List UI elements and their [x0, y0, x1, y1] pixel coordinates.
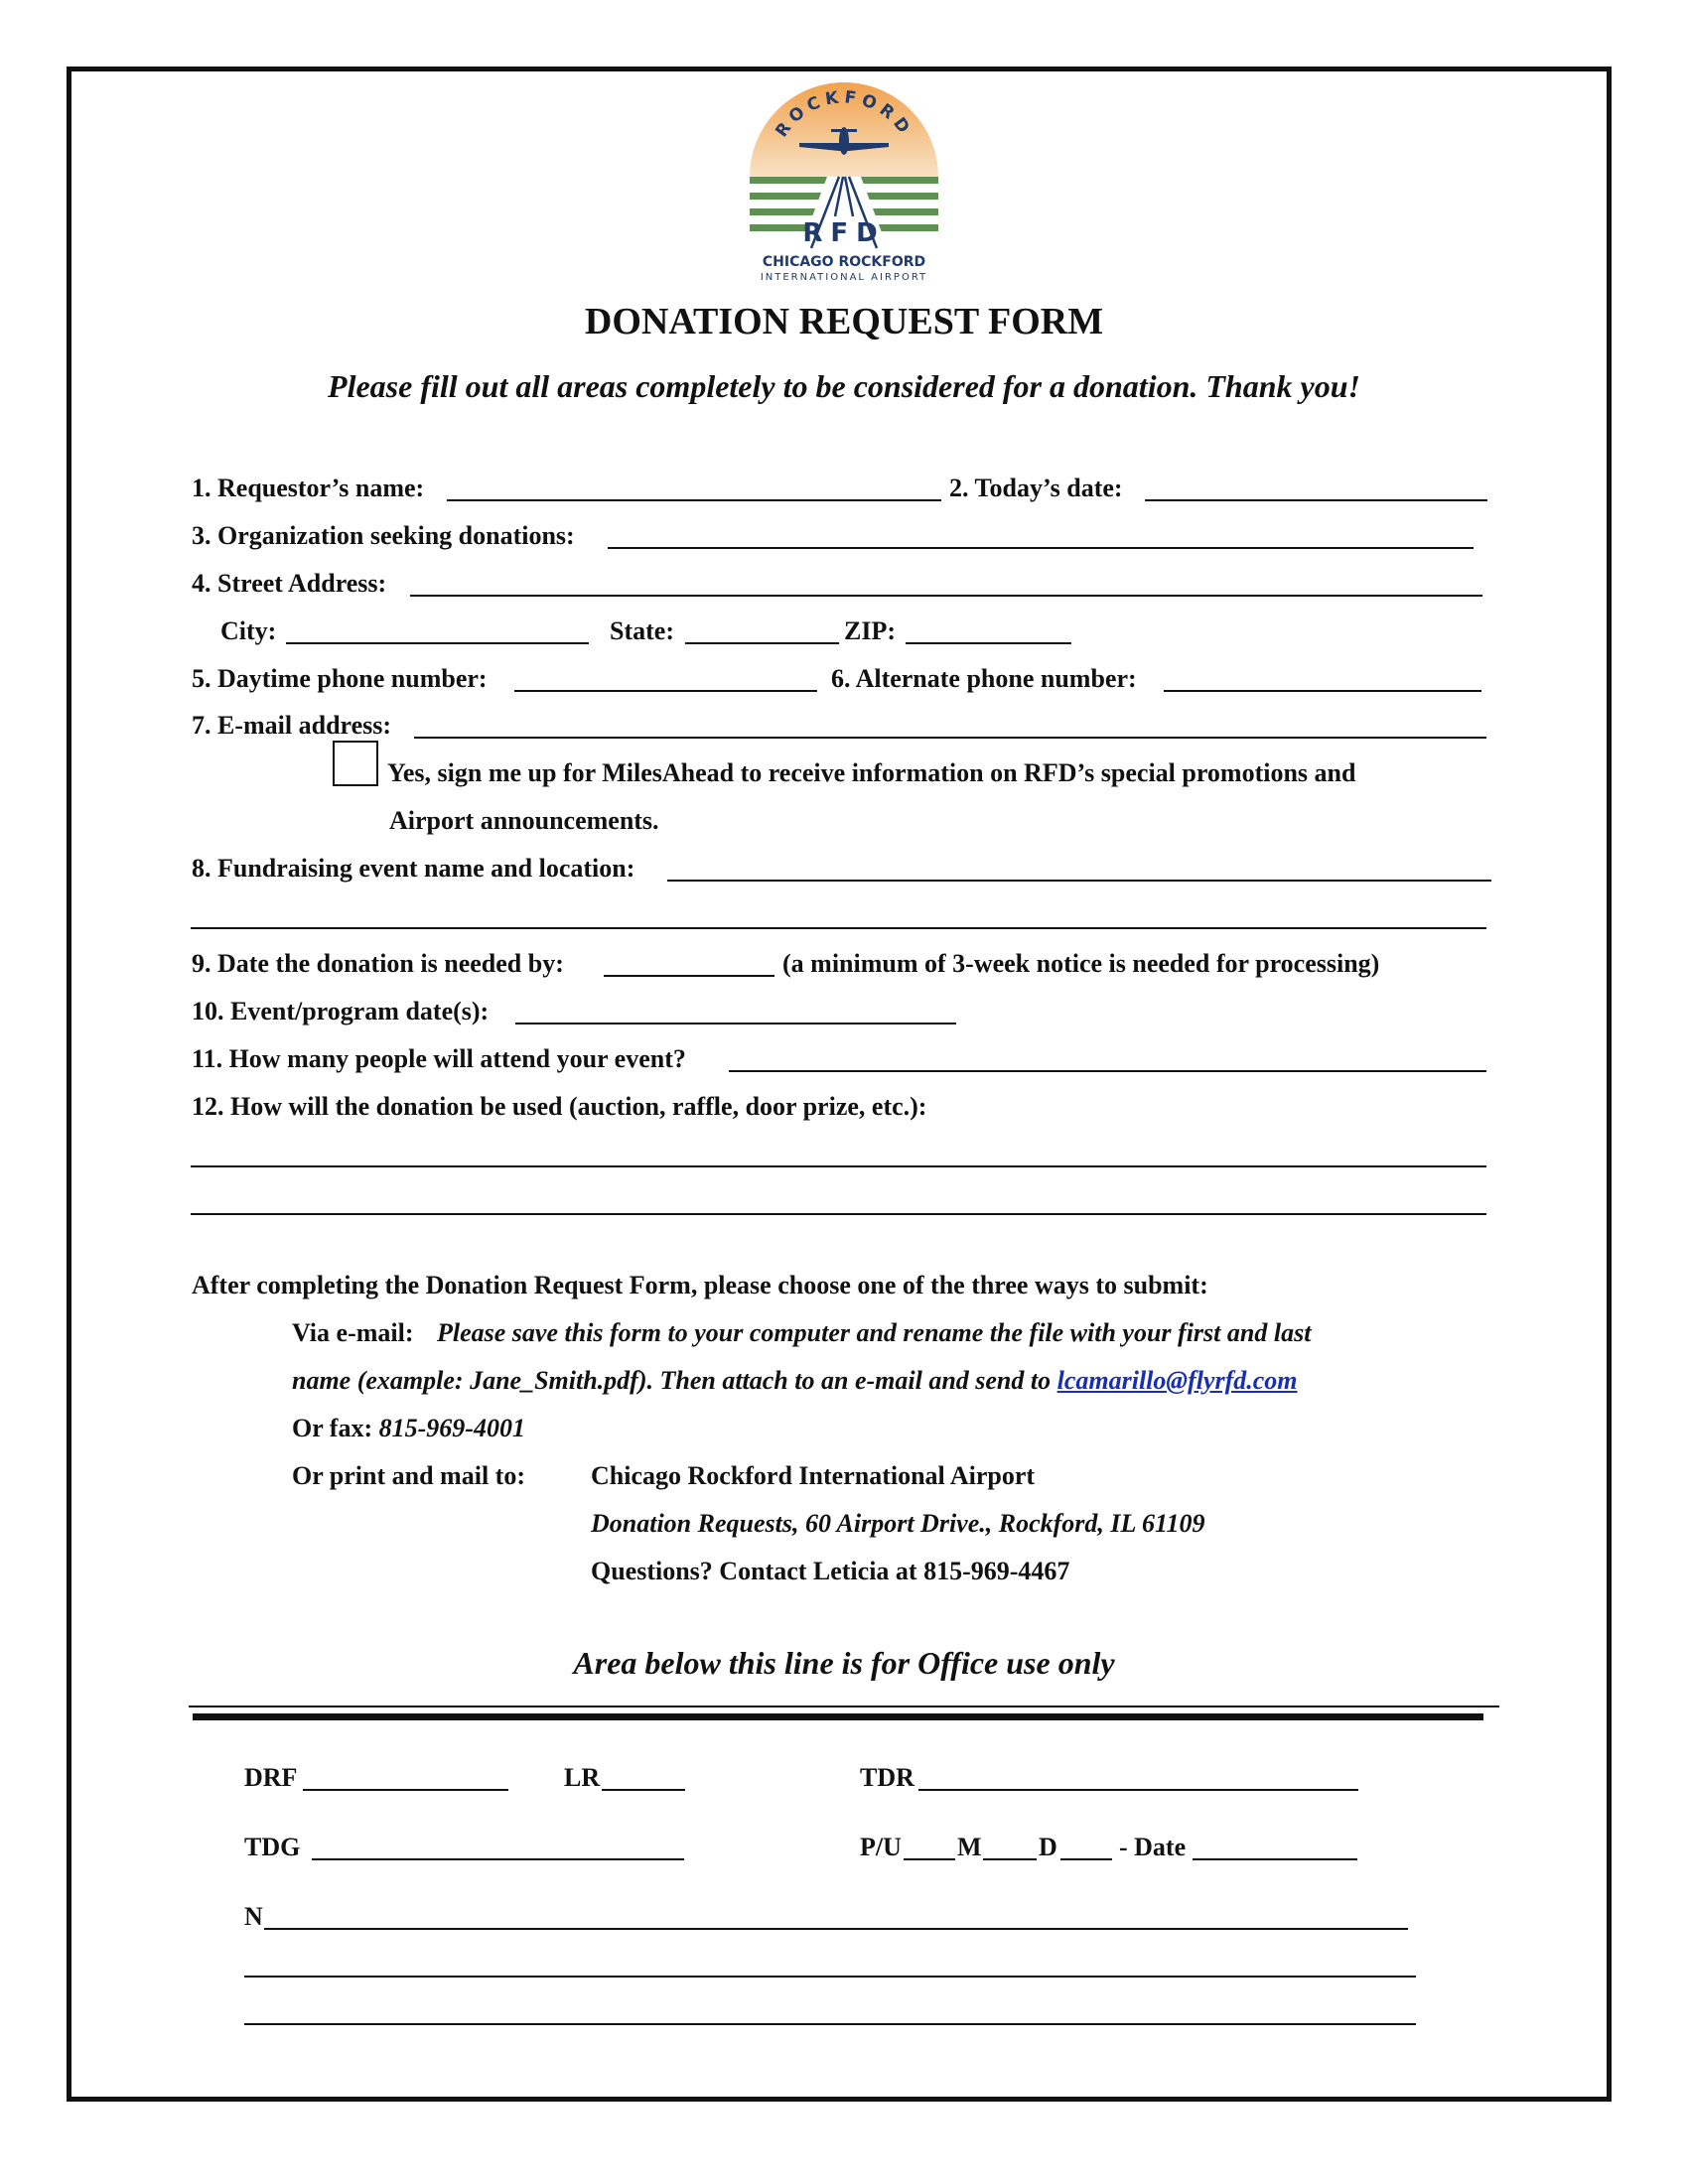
drf-field[interactable]: [303, 1789, 508, 1791]
alternate-phone-label: 6. Alternate phone number:: [831, 664, 1137, 693]
daytime-phone-field[interactable]: [514, 690, 817, 692]
street-address-label: 4. Street Address:: [192, 569, 387, 598]
alternate-phone-field[interactable]: [1164, 690, 1481, 692]
drf-label: DRF: [244, 1763, 298, 1792]
todays-date-field[interactable]: [1145, 499, 1487, 501]
tdg-field[interactable]: [312, 1858, 684, 1860]
office-divider-thick: [193, 1713, 1483, 1720]
event-dates-field[interactable]: [515, 1023, 956, 1024]
zip-label: ZIP:: [844, 616, 896, 645]
email-label: 7. E-mail address:: [192, 711, 392, 740]
requestor-name-field[interactable]: [447, 499, 941, 501]
n-field-3[interactable]: [244, 2023, 1416, 2025]
n-field-2[interactable]: [244, 1976, 1416, 1978]
mail-address-line2: Donation Requests, 60 Airport Drive., Rockford, IL 61109: [591, 1509, 1205, 1538]
office-use-heading: Area below this line is for Office use only: [573, 1645, 1115, 1681]
svg-text:ROCKFORD: ROCKFORD: [772, 87, 916, 142]
state-label: State:: [610, 616, 674, 645]
fax-number: 815-969-4001: [378, 1414, 525, 1442]
fundraising-event-field-continued[interactable]: [191, 927, 1486, 929]
form-title: DONATION REQUEST FORM: [584, 301, 1104, 342]
daytime-phone-label: 5. Daytime phone number:: [192, 664, 488, 693]
questions-contact: Questions? Contact Leticia at 815-969-4467: [591, 1557, 1070, 1585]
pu-field[interactable]: [904, 1858, 955, 1860]
m-field[interactable]: [983, 1858, 1037, 1860]
optin-text-line2: Airport announcements.: [389, 806, 659, 835]
city-field[interactable]: [286, 642, 589, 644]
tdg-label: TDG: [244, 1833, 301, 1861]
date-field[interactable]: [1193, 1858, 1357, 1860]
event-dates-label: 10. Event/program date(s):: [192, 997, 490, 1025]
fax-label: Or fax:: [292, 1414, 373, 1442]
optin-text-line1: Yes, sign me up for MilesAhead to receive information on RFD’s special promotions and: [387, 758, 1356, 787]
svg-text:INTERNATIONAL AIRPORT: INTERNATIONAL AIRPORT: [760, 272, 928, 283]
mail-address-line1: Chicago Rockford International Airport: [591, 1461, 1036, 1490]
zip-field[interactable]: [906, 642, 1071, 644]
milesahead-optin-checkbox[interactable]: [333, 741, 378, 786]
rfd-airport-logo: [740, 77, 948, 288]
organization-label: 3. Organization seeking donations:: [192, 521, 575, 550]
attendance-label: 11. How many people will attend your event?: [192, 1044, 686, 1073]
city-label: City:: [220, 616, 277, 645]
fundraising-event-label: 8. Fundraising event name and location:: [192, 854, 635, 883]
tdr-label: TDR: [860, 1763, 914, 1792]
organization-field[interactable]: [608, 547, 1474, 549]
office-divider-thin: [189, 1706, 1499, 1707]
svg-text:CHICAGO ROCKFORD: CHICAGO ROCKFORD: [762, 254, 926, 270]
date-label: - Date: [1119, 1833, 1187, 1861]
email-method-instructions-1: Please save this form to your computer and rename the file with your first and last: [437, 1318, 1312, 1347]
submission-email-link[interactable]: lcamarillo@flyrfd.com: [1056, 1366, 1298, 1395]
email-field[interactable]: [414, 737, 1486, 739]
mail-method-label: Or print and mail to:: [292, 1461, 525, 1490]
state-field[interactable]: [685, 642, 839, 644]
pu-label: P/U: [860, 1833, 902, 1861]
requestor-name-label: 1. Requestor’s name:: [192, 474, 425, 502]
d-label: D: [1039, 1833, 1057, 1861]
lr-field[interactable]: [602, 1789, 685, 1791]
email-method-instructions-2: [292, 1366, 1298, 1396]
email-method-label: Via e-mail:: [292, 1318, 414, 1347]
fax-method: [292, 1414, 525, 1443]
form-instructions: Please fill out all areas completely to be considered for a donation. Thank you!: [328, 368, 1360, 404]
n-field-1[interactable]: [264, 1928, 1408, 1930]
n-label: N: [244, 1902, 263, 1931]
d-field[interactable]: [1060, 1858, 1112, 1860]
street-address-field[interactable]: [410, 595, 1482, 597]
donation-use-label: 12. How will the donation be used (auction, raffle, door prize, etc.):: [192, 1092, 927, 1121]
notice-note: (a minimum of 3-week notice is needed for processing): [782, 949, 1380, 978]
todays-date-label: 2. Today’s date:: [949, 474, 1123, 502]
lr-label: LR: [564, 1763, 601, 1792]
donation-use-field-1[interactable]: [191, 1165, 1486, 1167]
fundraising-event-field[interactable]: [667, 880, 1491, 882]
attendance-field[interactable]: [729, 1070, 1486, 1072]
tdr-field[interactable]: [918, 1789, 1358, 1791]
m-label: M: [957, 1833, 982, 1861]
email-method-instructions-text: name (example: Jane_Smith.pdf). Then attach to an e-mail and send to: [292, 1366, 1052, 1395]
svg-text:RFD: RFD: [802, 218, 886, 248]
submission-intro: After completing the Donation Request Form, please choose one of the three ways to submit:: [192, 1271, 1208, 1299]
donation-needed-by-field[interactable]: [604, 975, 774, 977]
donation-use-field-2[interactable]: [191, 1213, 1486, 1215]
donation-needed-by-label: 9. Date the donation is needed by:: [192, 949, 564, 978]
